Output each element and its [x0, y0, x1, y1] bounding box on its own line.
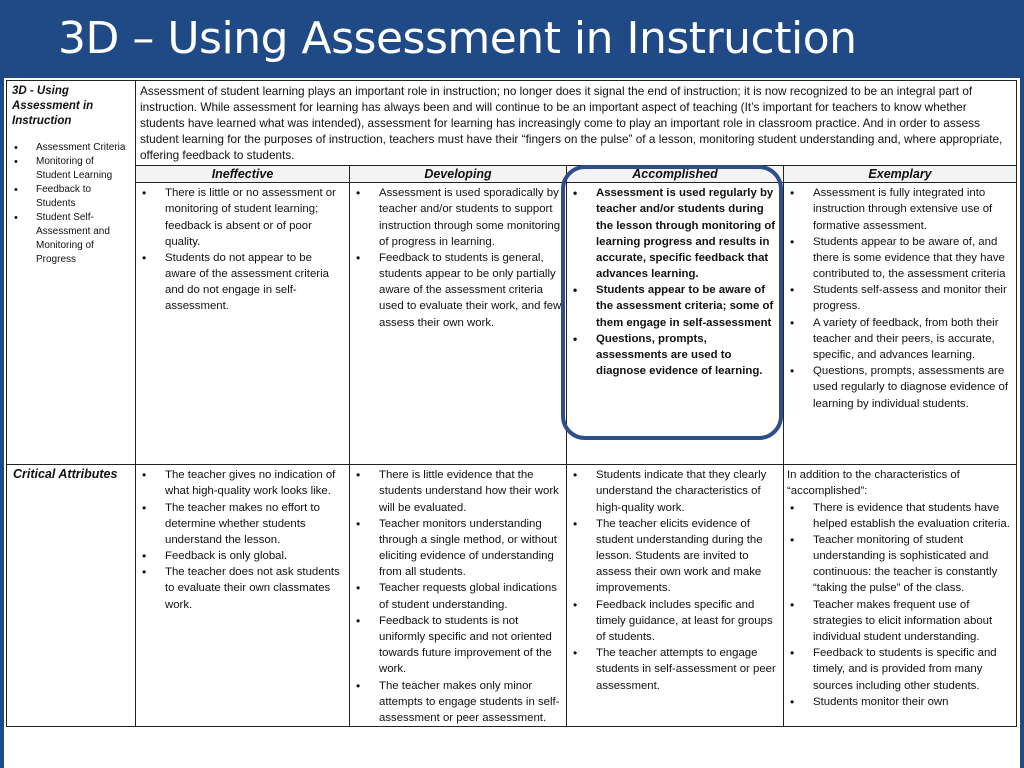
- intro-row: [7, 81, 1017, 166]
- developing-cell: [350, 183, 567, 465]
- level-header-ineffective: Ineffective: [136, 166, 350, 183]
- list-item: • Students self-assess and monitor their progress.: [787, 282, 1013, 314]
- list-item: • Assessment is fully integrated into instruction through extensive use of formative assessment.: [787, 185, 1013, 234]
- rubric-document: [4, 78, 1020, 768]
- component-element: • Assessment Criteria: [12, 141, 130, 155]
- critical-accomplished-cell: [567, 465, 784, 727]
- ineffective-cell: [136, 183, 350, 465]
- list-item: • Feedback is only global.: [139, 548, 346, 564]
- list-item: • Teacher monitoring of student understanding is sophisticated and continuous: the teacher is constantly “taking the pulse” of the class.: [787, 532, 1013, 597]
- list-item: • The teacher gives no indication of what high-quality work looks like.: [139, 467, 346, 499]
- accomplished-cell: [567, 183, 784, 465]
- list-item: • Feedback includes specific and timely guidance, at least for groups of students.: [570, 597, 780, 646]
- list-item: • There is evidence that students have helped establish the evaluation criteria.: [787, 500, 1013, 532]
- exemplary-intro-text: In addition to the characteristics of “accomplished”:: [787, 469, 960, 498]
- critical-attributes-row: [7, 465, 1017, 727]
- list-item: • A variety of feedback, from both their teacher and their peers, is accurate, specific, and advances learning.: [787, 315, 1013, 364]
- critical-exemplary-cell: [784, 465, 1017, 727]
- list-item: • There is little or no assessment or monitoring of student learning; feedback is absent or of poor quality.: [139, 185, 346, 250]
- slide-title: 3D – Using Assessment in Instruction: [58, 13, 857, 64]
- level-header-exemplary: Exemplary: [784, 166, 1017, 183]
- list-item: • Students appear to be aware of, and there is some evidence that they have contributed to, the assessment criteria: [787, 234, 1013, 283]
- critical-developing-cell: [350, 465, 567, 727]
- list-item: • The teacher does not ask students to evaluate their own classmates work.: [139, 564, 346, 613]
- list-item: • Teacher requests global indications of student understanding.: [353, 580, 563, 612]
- component-title: 3D - Using Assessment in Instruction: [12, 85, 94, 127]
- component-cell: [7, 81, 136, 465]
- component-element: • Monitoring of Student Learning: [12, 155, 130, 183]
- exemplary-cell: [784, 183, 1017, 465]
- intro-paragraph: Assessment of student learning plays an important role in instruction; no longer does it signal the end of instruction; it is now recognized to be an integral part of instruction. While assessment for learning has always been and will continue to be an important aspect of teaching (It’s important for teachers to know whether students have learned what was intended), assessment for learning has increasingly come to play an important role in classroom practice. And in order to assess student learning for the purposes of instruction, teachers must have their “fingers on the pulse” of a lesson, monitoring student understanding and, where appropriate, offering feedback to students.: [136, 81, 1017, 166]
- list-item: • Feedback to students is specific and timely, and is provided from many sources including other students.: [787, 645, 1013, 694]
- list-item: • Students indicate that they clearly understand the characteristics of high-quality work.: [570, 467, 780, 516]
- level-header-developing: Developing: [350, 166, 567, 183]
- list-item: • Feedback to students is general, students appear to be only partially aware of the assessment criteria used to evaluate their work, and few assess their own work.: [353, 250, 563, 331]
- list-item: • The teacher elicits evidence of student understanding during the lesson. Students are invited to assess their own work and make improvements.: [570, 516, 780, 597]
- list-item: • There is little evidence that the students understand how their work will be evaluated.: [353, 467, 563, 516]
- list-item: • Assessment is used sporadically by teacher and/or students to support instruction through some monitoring of progress in learning.: [353, 185, 563, 250]
- rubric-table: [6, 80, 1017, 727]
- critical-attributes-label: Critical Attributes: [7, 465, 136, 727]
- component-element: • Feedback to Students: [12, 183, 130, 211]
- list-item: • The teacher makes only minor attempts to engage students in self-assessment or peer assessment.: [353, 678, 563, 727]
- list-item: • Students do not appear to be aware of the assessment criteria and do not engage in self-assessment.: [139, 250, 346, 315]
- list-item: • The teacher attempts to engage students in self-assessment or peer assessment.: [570, 645, 780, 694]
- list-item: • Students monitor their own: [787, 694, 1013, 710]
- list-item: • Assessment is used regularly by teacher and/or students during the lesson through monitoring of learning progress and results in accurate, specific feedback that advances learning.: [570, 185, 780, 282]
- performance-row: [7, 183, 1017, 465]
- level-header-accomplished: Accomplished: [567, 166, 784, 183]
- list-item: • Questions, prompts, assessments are used regularly to diagnose evidence of learning by individual students.: [787, 363, 1013, 412]
- list-item: • Students appear to be aware of the assessment criteria; some of them engage in self-assessment: [570, 282, 780, 331]
- component-elements: [12, 141, 130, 267]
- component-element: • Student Self-Assessment and Monitoring of Progress: [12, 211, 130, 267]
- list-item: • The teacher makes no effort to determine whether students understand the lesson.: [139, 500, 346, 549]
- list-item: • Feedback to students is not uniformly specific and not oriented towards future improvement of the work.: [353, 613, 563, 678]
- level-header-row: [7, 166, 1017, 183]
- critical-ineffective-cell: [136, 465, 350, 727]
- list-item: • Teacher monitors understanding through a single method, or without eliciting evidence of understanding from all students.: [353, 516, 563, 581]
- list-item: • Questions, prompts, assessments are used to diagnose evidence of learning.: [570, 331, 780, 380]
- list-item: • Teacher makes frequent use of strategies to elicit information about individual student understanding.: [787, 597, 1013, 646]
